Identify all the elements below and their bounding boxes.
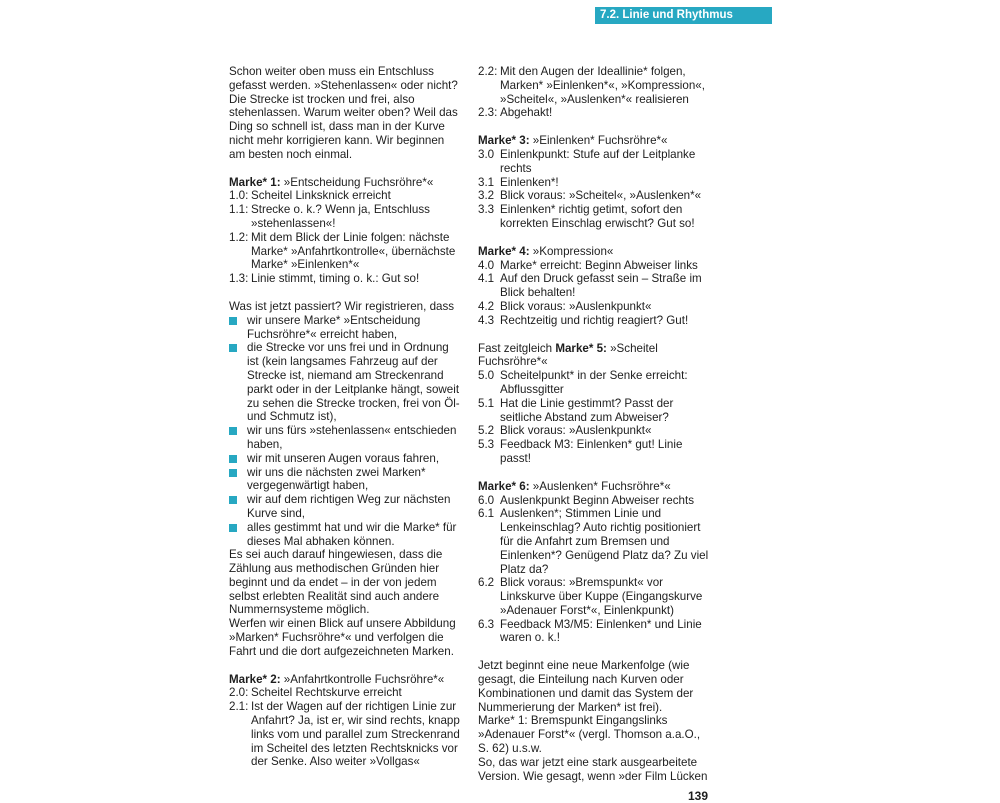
body-paragraph: Jetzt beginnt eine neue Markenfolge (wie gesagt, die Einteilung nach Kurven oder Kombinationen und damit das System der Nummerierung der Marken* ist frei). — [478, 659, 694, 714]
bullet-square-icon — [229, 469, 237, 477]
marker-2-heading: Marke* 2: »Anfahrtkontrolle Fuchsröhre*« — [229, 672, 445, 686]
bullet-item: die Strecke vor uns frei und in Ordnung ist (kein langsames Fahrzeug auf der Strecke ist, niemand am Streckenrand parkt oder in der Leitplanke hängt, soweit zu sehen die Strecke trocken, frei von Öl- und Schmutz ist), — [229, 341, 461, 424]
bullet-square-icon — [229, 496, 237, 504]
list-item: 6.3 Feedback M3/M5: Einlenken* und Linie waren o. k.! — [478, 617, 702, 645]
marker-6-heading: Marke* 6: »Auslenken* Fuchsröhre*« — [478, 479, 671, 493]
list-item: 3.0 Einlenkpunkt: Stufe auf der Leitplanke rechts — [478, 147, 696, 175]
section-header: 7.2. Linie und Rhythmus — [595, 7, 772, 24]
list-item: 4.0 Marke* erreicht: Beginn Abweiser links — [478, 258, 698, 272]
marker-5-heading: Fast zeitgleich Marke* 5: »Scheitel Fuchsröhre*« — [478, 341, 658, 369]
bullet-square-icon — [229, 455, 237, 463]
list-item: 6.0 Auslenkpunkt Beginn Abweiser rechts — [478, 493, 694, 507]
list-item: 5.2 Blick voraus: »Auslenkpunkt« — [478, 424, 652, 438]
marker-3-heading: Marke* 3: »Einlenken* Fuchsröhre*« — [478, 134, 668, 148]
list-item: 1.2: Mit dem Blick der Linie folgen: nächste Marke* »Anfahrtkontrolle«, übernächste Marke* »Einlenken*« — [229, 230, 456, 272]
list-item: 5.0 Scheitelpunkt* in der Senke erreicht: Abflussgitter — [478, 369, 688, 396]
list-item: 1.1: Strecke o. k.? Wenn ja, Entschluss »stehenlassen«! — [229, 203, 430, 230]
bullet-square-icon — [229, 427, 237, 435]
marker-4-heading: Marke* 4: »Kompression« — [478, 244, 614, 258]
list-item: 4.3 Rechtzeitig und richtig reagiert? Gut! — [478, 313, 689, 327]
body-paragraph: Marke* 1: Bremspunkt Eingangslinks »Adenauer Forst*« (vergl. Thomson a.a.O., S. 62) u.s.w. — [478, 714, 701, 756]
list-item: 2.3: Abgehakt! — [478, 106, 553, 120]
list-item: 2.1: Ist der Wagen auf der richtigen Linie zur Anfahrt? Ja, ist er, wir sind rechts, knapp links vom und parallel zum Streckenrand im Scheitel des letzten Rechtsknicks vor der Senke. Also weiter »Vollgas« — [229, 700, 460, 769]
bullet-item: wir unsere Marke* »Entscheidung Fuchsröhre*« erreicht haben, — [229, 314, 461, 342]
right-column — [478, 65, 710, 783]
list-item: 6.1 Auslenken*; Stimmen Linie und Lenkeinschlag? Auto richtig positioniert für die Anfahrt zum Bremsen und Einlenken*? Genügend Platz da? Zu viel Platz da? — [478, 507, 709, 576]
list-item: 3.2 Blick voraus: »Scheitel«, »Auslenken*« — [478, 189, 702, 203]
bullet-square-icon — [229, 344, 237, 352]
list-item: 5.1 Hat die Linie gestimmt? Passt der seitliche Abstand zum Abweiser? — [478, 396, 674, 424]
body-paragraph: So, das war jetzt eine stark ausgearbeitete Version. Wie gesagt, wenn »der Film Lücken — [478, 755, 708, 783]
body-paragraph: Werfen wir einen Blick auf unsere Abbildung »Marken* Fuchsröhre*« und verfolgen die Fahrt und die dort aufgezeichneten Marken. — [229, 617, 456, 658]
list-item: 2.0: Scheitel Rechtskurve erreicht — [229, 686, 402, 700]
bullet-item: wir auf dem richtigen Weg zur nächsten Kurve sind, — [229, 493, 461, 521]
list-item: 1.3: Linie stimmt, timing o. k.: Gut so! — [229, 272, 420, 286]
bullet-square-icon — [229, 524, 237, 532]
list-item: 5.3 Feedback M3: Einlenken* gut! Linie passt! — [478, 438, 683, 465]
bullet-item: wir uns fürs »stehenlassen« entschieden haben, — [229, 424, 461, 452]
list-item: 3.1 Einlenken*! — [478, 175, 559, 189]
bullet-item: alles gestimmt hat und wir die Marke* für dieses Mal abhaken können. — [229, 521, 461, 549]
bullet-item: wir uns die nächsten zwei Marken* vergegenwärtigt haben, — [229, 466, 461, 494]
question-text: Was ist jetzt passiert? Wir registrieren, dass — [229, 299, 455, 313]
bullet-square-icon — [229, 317, 237, 325]
left-column — [229, 65, 461, 769]
list-item: 2.2: Mit den Augen der Ideallinie* folgen, Marken* »Einlenken*«, »Kompression«, »Scheitel«, »Auslenken*« realisieren — [478, 65, 705, 106]
body-paragraph: Es sei auch darauf hingewiesen, dass die Zählung aus methodischen Gründen hier beginnt und da endet – in der von jedem selbst erlebten Realität sind auch andere Nummernsysteme möglich. — [229, 548, 443, 617]
list-item: 3.3 Einlenken* richtig getimt, sofort den korrekten Einschlag erwischt? Gut so! — [478, 203, 695, 230]
bullet-item: wir mit unseren Augen voraus fahren, — [229, 452, 461, 466]
list-item: 1.0: Scheitel Linksknick erreicht — [229, 189, 391, 203]
list-item: 4.2 Blick voraus: »Auslenkpunkt« — [478, 299, 652, 313]
list-item: 6.2 Blick voraus: »Bremspunkt« vor Linkskurve über Kuppe (Eingangskurve »Adenauer Forst*«, Einlenkpunkt) — [478, 576, 703, 617]
marker-1-heading: Marke* 1: »Entscheidung Fuchsröhre*« — [229, 175, 434, 189]
list-item: 4.1 Auf den Druck gefasst sein – Straße im Blick behalten! — [478, 272, 702, 300]
page-number: 139 — [688, 789, 709, 803]
intro-paragraph: Schon weiter oben muss ein Entschluss gefasst werden. »Stehenlassen« oder nicht? Die Strecke ist trocken und frei, also stehenlassen. Warum weiter oben? Weil das Ding so schnell ist, dass man in der Kurve nicht mehr korrigieren kann. Wir beginnen am besten noch einmal. — [229, 65, 458, 161]
